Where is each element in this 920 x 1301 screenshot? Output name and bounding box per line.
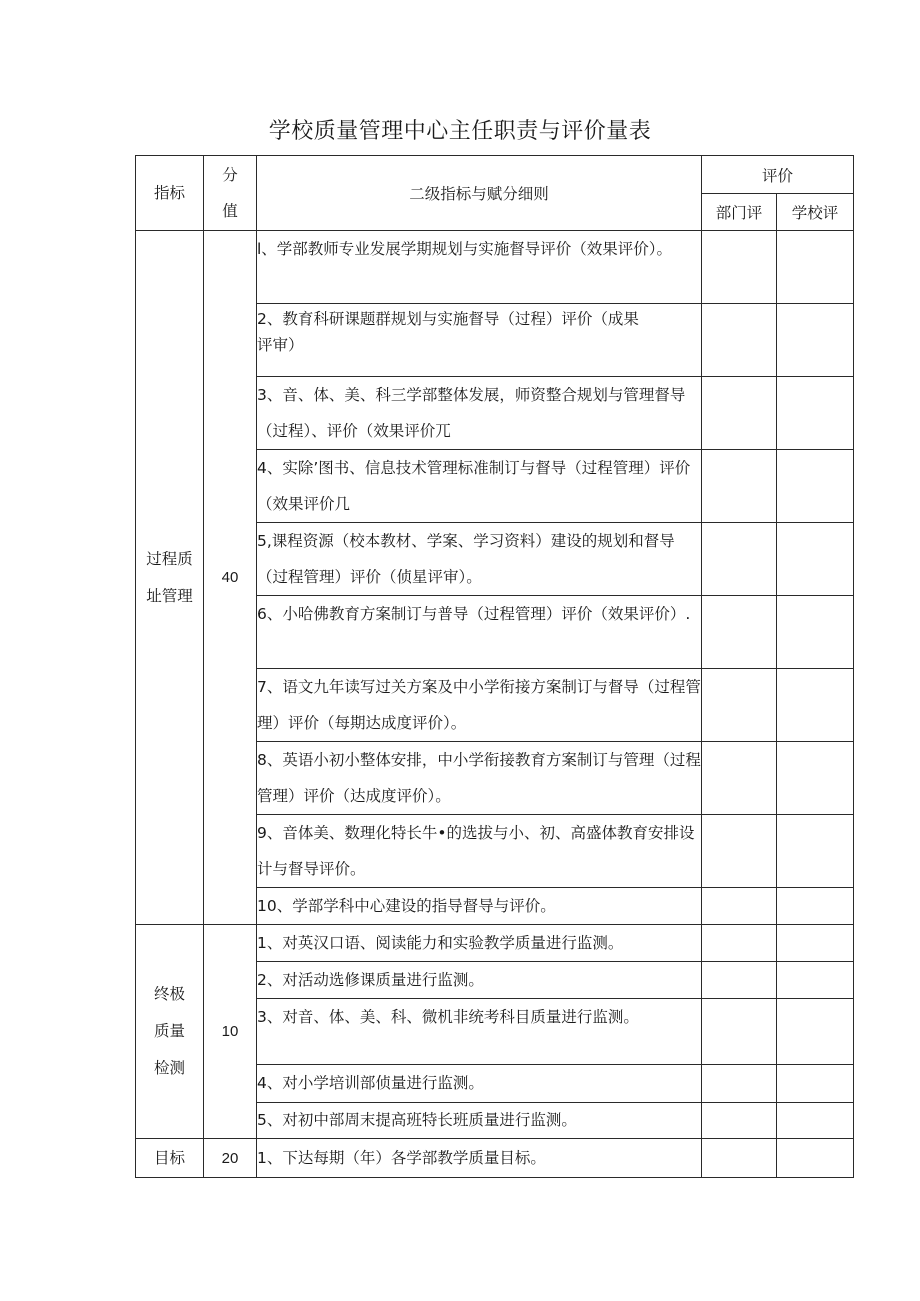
detail-item — [257, 999, 702, 1065]
detail-text: 2、对活动选修课质量进行监测。 — [257, 971, 484, 989]
school-eval-cell[interactable] — [777, 999, 854, 1065]
detail-text: 5、对初中部周末提高班特长班质量进行监测。 — [257, 1111, 577, 1129]
page-title: 学校质量管理中心主任职责与评价量表 — [268, 119, 652, 144]
header-evaluation: 评价 — [702, 156, 854, 194]
score-cell: 20 — [204, 1139, 257, 1178]
detail-text: 9、音体美、数理化特长牛•的选拔与小、初、高盛体教育安排设计与督导评价。 — [257, 824, 695, 878]
dept-eval-cell[interactable] — [702, 377, 777, 450]
school-eval-cell[interactable] — [777, 815, 854, 888]
detail-text: 4、对小学培训部侦量进行监测。 — [257, 1074, 484, 1092]
detail-item — [257, 304, 702, 377]
header-score — [204, 156, 257, 231]
detail-item — [257, 523, 702, 596]
detail-text: 6、小哈佛教育方案制订与普导（过程管理）评价（效果评价）. — [257, 605, 691, 623]
score-cell: 40 — [204, 231, 257, 925]
indicator-line: 质量 — [153, 1022, 185, 1040]
dept-eval-cell[interactable] — [702, 925, 777, 962]
detail-text: l、学部教师专业发展学期规划与实施督导评价（效果评价）。 — [257, 240, 673, 258]
table-row — [136, 1139, 854, 1178]
header-dept-eval: 部门评 — [702, 194, 777, 231]
dept-eval-cell[interactable] — [702, 1139, 777, 1178]
detail-text: 1、下达每期（年）各学部教学质量目标。 — [257, 1149, 546, 1167]
header-indicator: 指标 — [136, 156, 204, 231]
school-eval-cell[interactable] — [777, 304, 854, 377]
dept-eval-cell[interactable] — [702, 888, 777, 925]
detail-item — [257, 1103, 702, 1139]
school-eval-cell[interactable] — [777, 1103, 854, 1139]
detail-item — [257, 925, 702, 962]
detail-text: 2、教育科研课题群规划与实施督导（过程）评价（成果 评审） — [257, 310, 639, 354]
indicator-line: 检测 — [153, 1059, 185, 1077]
indicator-line: 目标 — [153, 1148, 185, 1167]
evaluation-table — [135, 155, 854, 1178]
dept-eval-cell[interactable] — [702, 669, 777, 742]
dept-eval-cell[interactable] — [702, 962, 777, 999]
dept-eval-cell[interactable] — [702, 450, 777, 523]
dept-eval-cell[interactable] — [702, 523, 777, 596]
dept-eval-cell[interactable] — [702, 231, 777, 304]
detail-text: 3、音、体、美、科三学部整体发展，师资整合规划与管理督导（过程）、评价（效果评价兀 — [257, 386, 686, 440]
detail-item — [257, 742, 702, 815]
detail-text: 4、实除’图书、信息技术管理标准制订与督导（过程管理）评价（效果评价几 — [257, 459, 691, 513]
indicator-line: 址管理 — [146, 586, 193, 605]
school-eval-cell[interactable] — [777, 377, 854, 450]
dept-eval-cell[interactable] — [702, 815, 777, 888]
detail-text: 3、对音、体、美、科、微机非统考科目质量进行监测。 — [257, 1008, 639, 1026]
dept-eval-cell[interactable] — [702, 1065, 777, 1103]
detail-item — [257, 596, 702, 669]
school-eval-cell[interactable] — [777, 962, 854, 999]
header-detail: 二级指标与赋分细则 — [257, 156, 702, 231]
header-school-eval: 学校评 — [777, 194, 854, 231]
indicator-line: 过程质 — [146, 549, 193, 568]
detail-text: 8、英语小初小整体安排，中小学衔接教育方案制订与管理（过程管理）评价（达成度评价）。 — [257, 751, 701, 805]
dept-eval-cell[interactable] — [702, 1103, 777, 1139]
header-score-top: 分 — [222, 166, 238, 184]
header-score-bottom: 值 — [222, 202, 238, 220]
detail-item — [257, 815, 702, 888]
detail-item — [257, 1139, 702, 1178]
detail-text: 10、学部学科中心建设的指导督导与评价。 — [257, 897, 556, 915]
dept-eval-cell[interactable] — [702, 742, 777, 815]
dept-eval-cell[interactable] — [702, 304, 777, 377]
detail-item — [257, 962, 702, 999]
school-eval-cell[interactable] — [777, 231, 854, 304]
dept-eval-cell[interactable] — [702, 596, 777, 669]
indicator-cell — [136, 925, 204, 1139]
detail-item — [257, 450, 702, 523]
school-eval-cell[interactable] — [777, 1139, 854, 1178]
school-eval-cell[interactable] — [777, 523, 854, 596]
detail-text: 5,课程资源（校本教材、学案、学习资料）建设的规划和督导（过程管理）评价（侦星评审）。 — [257, 532, 675, 586]
school-eval-cell[interactable] — [777, 669, 854, 742]
detail-text: 1、对英汉口语、阅读能力和实验教学质量进行监测。 — [257, 934, 624, 952]
indicator-cell — [136, 231, 204, 925]
school-eval-cell[interactable] — [777, 1065, 854, 1103]
detail-item — [257, 888, 702, 925]
detail-item — [257, 377, 702, 450]
detail-item — [257, 231, 702, 304]
school-eval-cell[interactable] — [777, 925, 854, 962]
score-cell: 10 — [204, 925, 257, 1139]
detail-item — [257, 1065, 702, 1103]
school-eval-cell[interactable] — [777, 450, 854, 523]
school-eval-cell[interactable] — [777, 596, 854, 669]
table-row — [136, 925, 854, 962]
indicator-cell — [136, 1139, 204, 1178]
indicator-line: 终极 — [153, 985, 185, 1003]
school-eval-cell[interactable] — [777, 742, 854, 815]
school-eval-cell[interactable] — [777, 888, 854, 925]
detail-item — [257, 669, 702, 742]
detail-text: 7、语文九年读写过关方案及中小学衔接方案制订与督导（过程管理）评价（每期达成度评价）。 — [257, 678, 701, 732]
dept-eval-cell[interactable] — [702, 999, 777, 1065]
table-row — [136, 231, 854, 304]
